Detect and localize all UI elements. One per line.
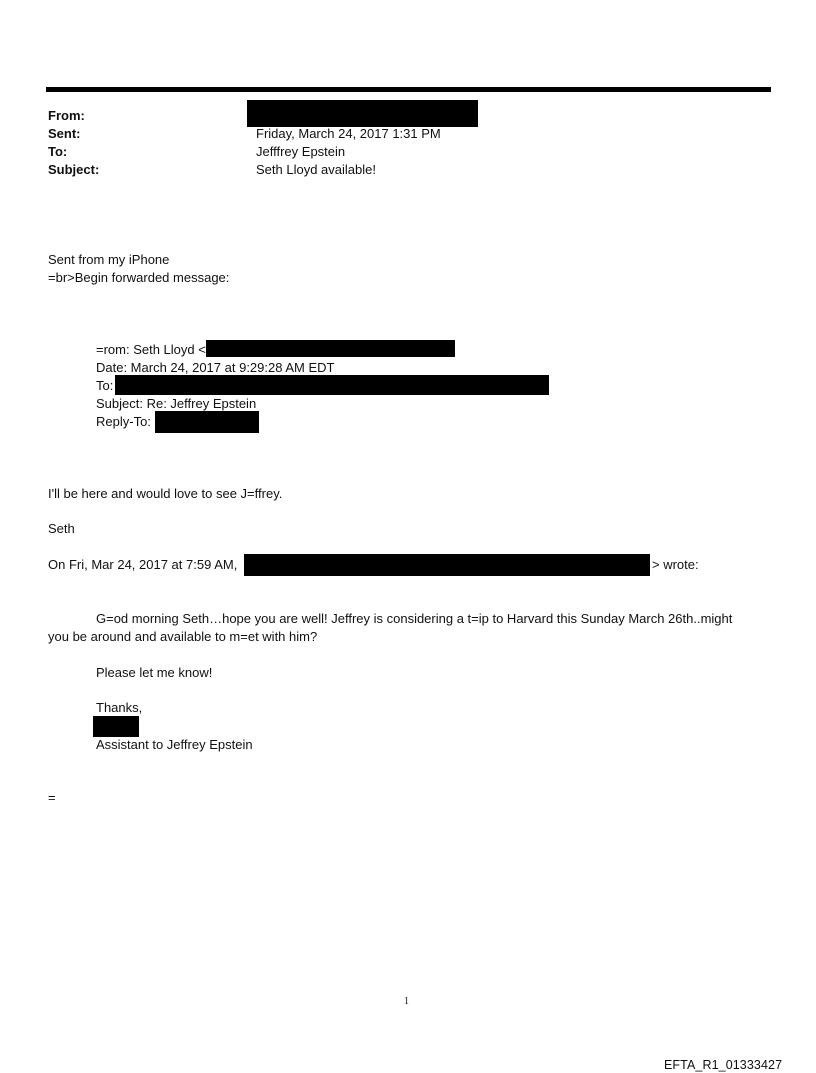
reply-signature: Seth xyxy=(48,521,75,536)
quote-attribution-suffix: > wrote: xyxy=(652,557,699,572)
fwd-date-line: Date: March 24, 2017 at 9:29:28 AM EDT xyxy=(96,360,335,375)
quote-sender-redaction xyxy=(244,554,650,576)
fwd-reply-to-redaction xyxy=(155,411,259,433)
page-number: 1 xyxy=(404,996,409,1007)
quoted-paragraph-line-1: G=od morning Seth…hope you are well! Jeffrey is considering a t=ip to Harvard this Sunday March 26th..might xyxy=(96,611,733,626)
fwd-subject-line: Subject: Re: Jeffrey Epstein xyxy=(96,396,257,411)
quoted-let-me-know: Please let me know! xyxy=(96,665,213,680)
intro-line-2: =br>Begin forwarded message: xyxy=(48,270,230,285)
fwd-to-line: To: xyxy=(96,378,114,393)
intro-line-1: Sent from my iPhone xyxy=(48,252,170,267)
quote-attribution-prefix: On Fri, Mar 24, 2017 at 7:59 AM, xyxy=(48,557,238,572)
header-rule xyxy=(46,87,771,92)
subject-value: Seth Lloyd available! xyxy=(256,162,376,177)
quoted-paragraph-line-2: you be around and available to m=et with him? xyxy=(48,629,318,644)
reply-line-1: I'll be here and would love to see J=ffrey. xyxy=(48,486,283,501)
fwd-to-redaction xyxy=(115,375,549,395)
to-value: Jefffrey Epstein xyxy=(256,144,346,159)
fwd-from-redaction xyxy=(206,340,455,357)
quoted-name-redaction xyxy=(93,716,139,737)
subject-label: Subject: xyxy=(48,162,100,177)
quoted-assistant-title: Assistant to Jeffrey Epstein xyxy=(96,737,253,752)
quoted-thanks: Thanks, xyxy=(96,700,143,715)
from-redaction xyxy=(247,100,478,127)
fwd-from-line: =rom: Seth Lloyd < xyxy=(96,342,206,357)
from-label: From: xyxy=(48,108,85,123)
bates-number: EFTA_R1_01333427 xyxy=(664,1058,783,1072)
trailing-equals: = xyxy=(48,790,56,805)
fwd-reply-to-line: Reply-To: xyxy=(96,414,151,429)
sent-label: Sent: xyxy=(48,126,81,141)
to-label: To: xyxy=(48,144,68,159)
sent-value: Friday, March 24, 2017 1:31 PM xyxy=(256,126,441,141)
